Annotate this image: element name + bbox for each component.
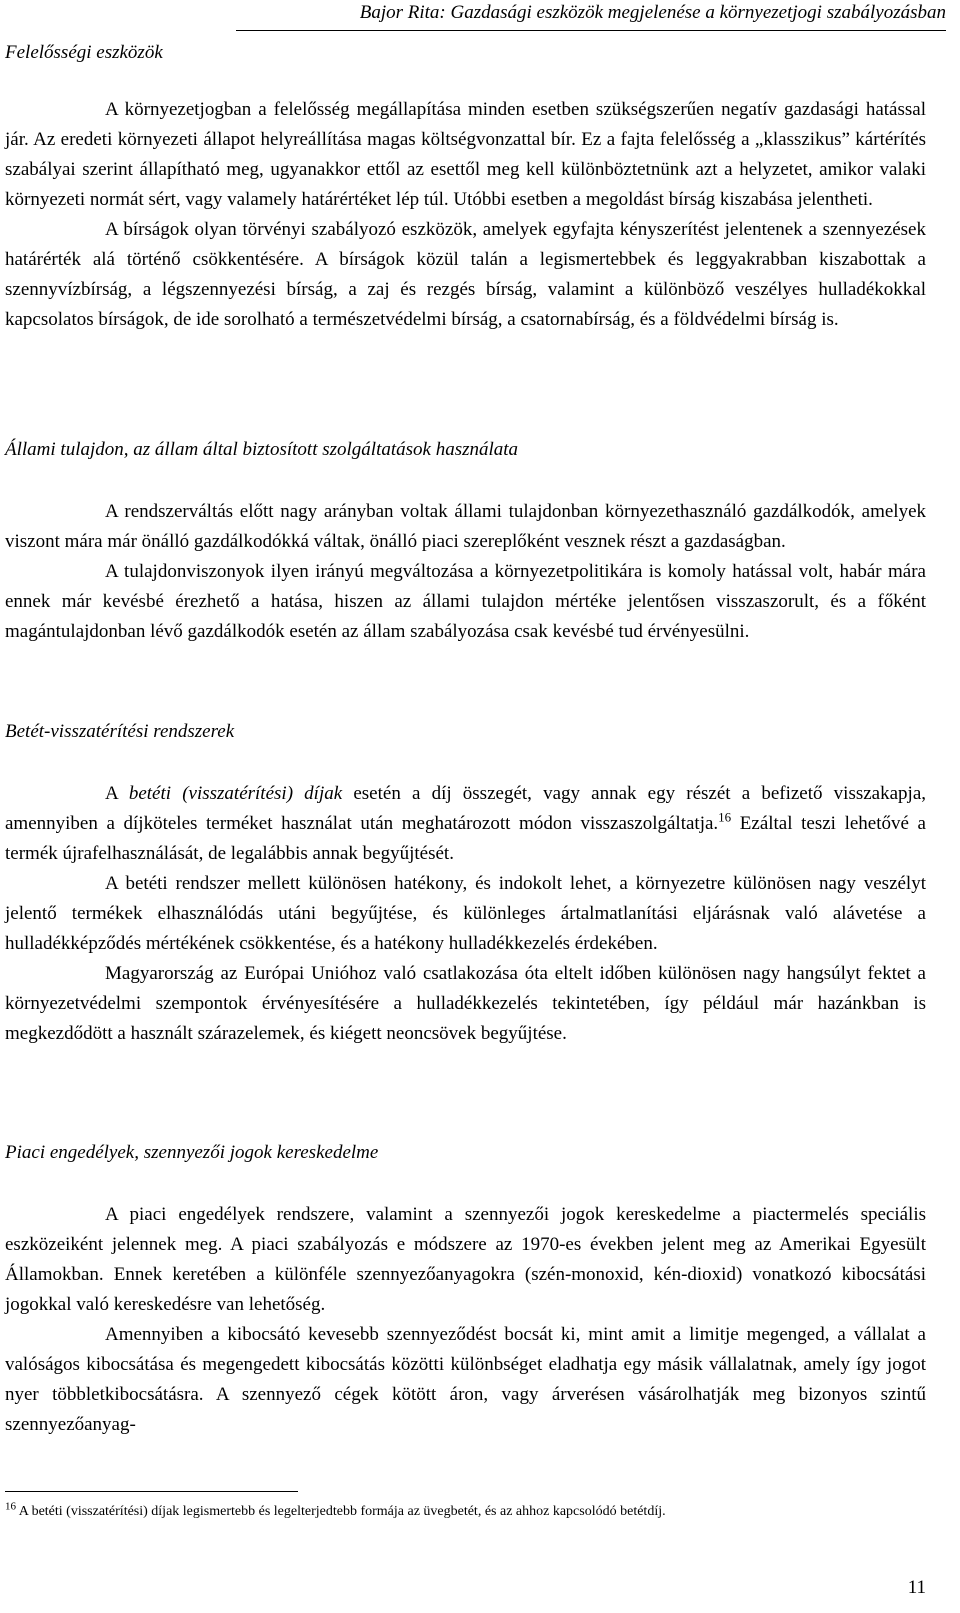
spacer: [5, 465, 926, 497]
section-heading: Betét-visszatérítési rendszerek: [5, 721, 235, 742]
section-heading: Állami tulajdon, az állam által biztosított szolgáltatások használata: [5, 439, 519, 460]
page-number: 11: [907, 1577, 926, 1598]
section-felelossegi-eszkozok: [5, 95, 926, 335]
spacer: [5, 1168, 926, 1200]
footnote-text: A betéti (visszatérítési) díjak legismertebb és legelterjedtebb formája az üvegbetét, és az ahhoz kapcsolódó betétdíj.: [16, 1504, 666, 1519]
paragraph: A környezetjogban a felelősség megállapítása minden esetben szükségszerűen negatív gazdasági hatással jár. Az eredeti környezeti állapot helyreállítása magas költségvonzattal bír. Ez a fajta felelősség a „klasszikus” kártérítés szabályai szerint állapítható meg, ugyanakkor ettől az esettől meg kell különböztetnünk azt a helyzetet, amikor valaki környezeti normát sért, vagy valamely határértéket lép túl. Utóbbi esetben a megoldást bírság kiszabása jelentheti.: [5, 99, 926, 210]
emphasized-term: betéti (visszatérítési) díjak: [128, 783, 343, 804]
paragraph: Magyarország az Európai Unióhoz való csatlakozása óta eltelt időben különösen nagy hangsúlyt fektet a környezetvédelmi szempontok érvényesítésére a hulladékkezelés tekintetében, így például már hazánkban is megkezdődött a használt szárazelemek, és kiégett neoncsövek begyűjtése.: [5, 963, 926, 1044]
text-run: esetén a díj összegét, vagy annak egy részét a befizető visszakapja, amennyiben a díjköteles terméket használat után meghatározott módon visszaszolgáltatja.: [5, 783, 926, 834]
section-allami-tulajdon: [5, 435, 926, 647]
paragraph: A betéti rendszer mellett különösen hatékony, és indokolt lehet, a környezetre különösen nagy veszélyt jelentő termékek elhasználódás utáni begyűjtése, és különleges ártalmatlanítási eljárásnak való alávetése a hulladékképződés mértékének csökkentése, és a hatékony hulladékkezelés érdekében.: [5, 873, 926, 954]
paragraph: A bírságok olyan törvényi szabályozó eszközök, amelyek egyfajta kényszerítést jelentenek a szennyezések határérték alá történő csökkentésére. A bírságok közül talán a legismertebbek és leggyakrabban kiszabottak a szennyvízbírság, a légszennyezési bírság, a zaj és rezgés bírság, valamint a különböző veszélyes hulladékokkal kapcsolatos bírságok, de ide sorolható a természetvédelmi bírság, a csatornabírság, és a földvédelmi bírság is.: [5, 219, 926, 330]
text-run: A: [105, 783, 129, 804]
paragraph: [5, 779, 926, 869]
paragraph: A tulajdonviszonyok ilyen irányú megváltozása a környezetpolitikára is komoly hatással volt, habár mára ennek már kevésbé érezhető a hatása, hiszen az állami tulajdon mértéke jelentősen visszaszorult, és a főként magántulajdonban lévő gazdálkodók esetén az állam szabályozása csak kevésbé tud érvényesülni.: [5, 561, 926, 642]
paragraph: A piaci engedélyek rendszere, valamint a szennyezői jogok kereskedelme a piactermelés speciális eszközeiként jelennek meg. A piaci szabályozás e módszere az 1970-es években jelent meg az Amerikai Egyesült Államokban. Ennek keretében a különféle szennyezőanyagokra (szén-monoxid, kén-dioxid) vonatkozó kibocsátási jogokkal való kereskedésre van lehetőség.: [5, 1204, 926, 1315]
footnote: [5, 1500, 926, 1521]
section-piaci-engedelyek: [5, 1138, 926, 1440]
spacer: [5, 747, 926, 779]
footnote-reference[interactable]: 16: [718, 809, 732, 825]
section-title: Felelősségi eszközök: [5, 42, 163, 63]
paragraph: A rendszerváltás előtt nagy arányban voltak állami tulajdonban környezethasználó gazdálkodók, amelyek viszont mára már önálló gazdálkodókká váltak, önálló piaci szereplőként vesznek részt a gazdaságban.: [5, 501, 926, 552]
header-rule: [236, 30, 946, 31]
section-heading: Piaci engedélyek, szennyezői jogok kereskedelme: [5, 1142, 379, 1163]
running-header: Bajor Rita: Gazdasági eszközök megjelenése a környezetjogi szabályozásban: [359, 2, 946, 23]
text-run: Ezáltal teszi lehetővé a termék újrafelhasználását, de legalábbis annak begyűjtését.: [5, 813, 926, 864]
paragraph: Amennyiben a kibocsátó kevesebb szennyeződést bocsát ki, mint amit a limitje megenged, a vállalat a valóságos kibocsátása és megengedett kibocsátás közötti különbséget eladhatja egy másik vállalatnak, amely így jogot nyer többletkibocsátásra. A szennyező cégek kötött áron, vagy árverésen vásárolhatják meg bizonyos szintű szennyezőanyag-: [5, 1324, 926, 1435]
footnote-number: 16: [5, 1500, 16, 1513]
footnote-rule: [5, 1491, 298, 1492]
section-betet-visszateritesi: [5, 717, 926, 1049]
